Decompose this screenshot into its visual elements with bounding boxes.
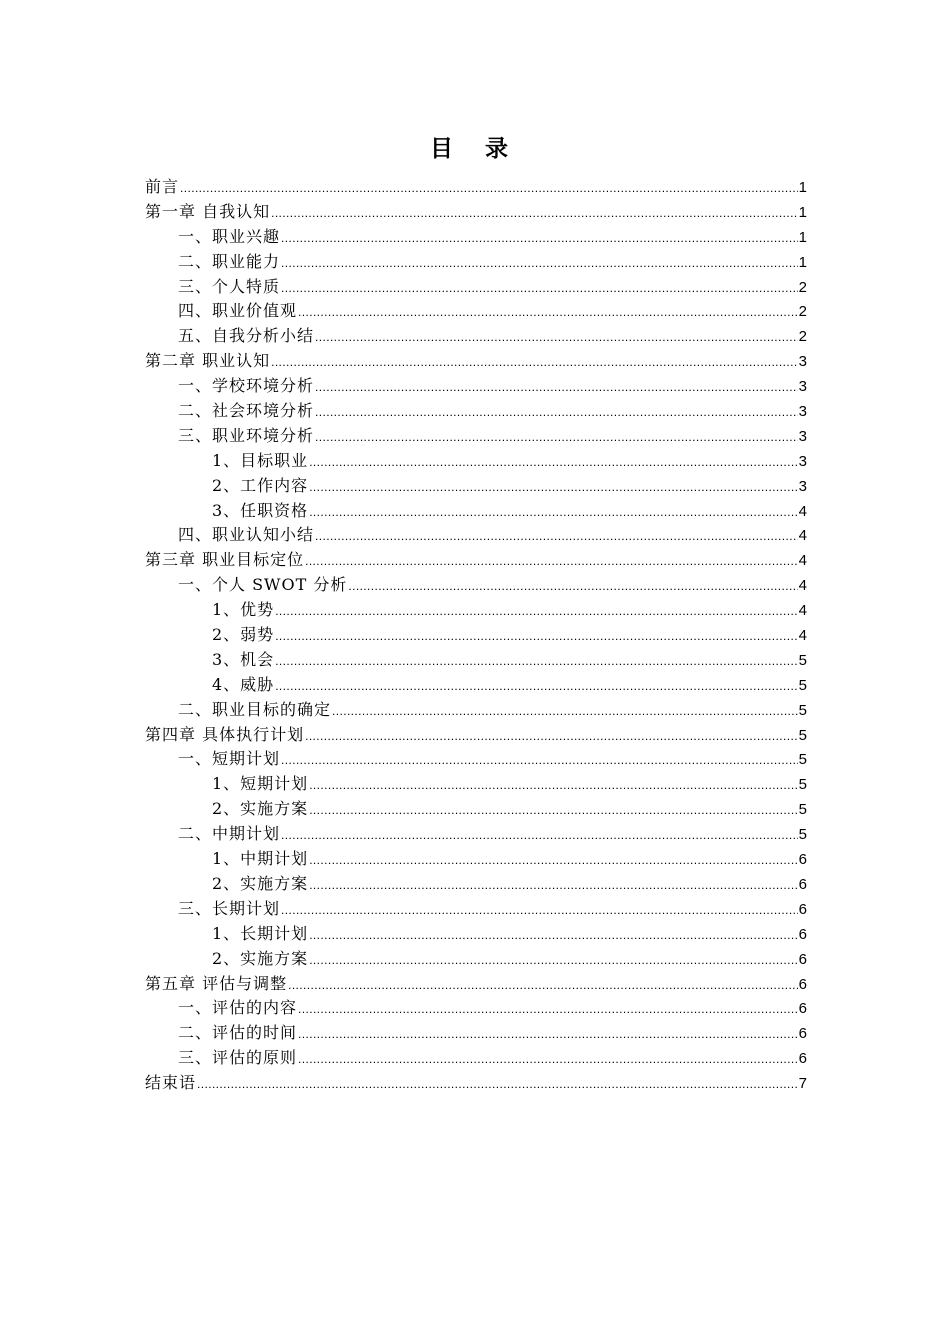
toc-dot-leader [180, 176, 798, 201]
toc-entry-label: 1、优势 [212, 600, 275, 620]
toc-entry[interactable] [145, 523, 807, 548]
toc-entry-page-number: 7 [798, 1075, 807, 1093]
toc-dot-leader [298, 997, 798, 1022]
toc-entry-label: 前言 [145, 177, 180, 196]
toc-entry-page-number: 5 [798, 776, 807, 794]
toc-entry-page-number: 1 [798, 228, 807, 246]
toc-entry-page-number: 3 [798, 378, 807, 396]
toc-entry[interactable] [145, 747, 807, 772]
toc-dot-leader [298, 1022, 798, 1047]
toc-entry-label: 二、社会环境分析 [178, 401, 315, 421]
toc-entry-page-number: 6 [798, 975, 807, 993]
toc-entry-label: 1、目标职业 [212, 450, 309, 470]
toc-entry-page-number: 4 [798, 627, 807, 645]
toc-entry-label: 第五章 评估与调整 [145, 973, 288, 993]
toc-entry[interactable] [145, 349, 807, 374]
toc-dot-leader [309, 848, 797, 873]
toc-entry[interactable] [145, 797, 807, 822]
toc-entry[interactable] [145, 449, 807, 474]
toc-entry-page-number: 2 [798, 303, 807, 321]
toc-dot-leader [197, 1072, 798, 1097]
toc-entry-page-number: 4 [798, 527, 807, 545]
toc-entry-label: 二、职业目标的确定 [178, 699, 332, 719]
toc-entry-label: 一、评估的内容 [178, 998, 298, 1018]
toc-entry[interactable] [145, 598, 807, 623]
toc-entry-label: 第四章 具体执行计划 [145, 724, 305, 744]
toc-dot-leader [281, 898, 798, 923]
toc-entry[interactable] [145, 922, 807, 947]
toc-dot-leader [281, 823, 798, 848]
toc-entry-page-number: 5 [798, 751, 807, 769]
toc-entry-page-number: 4 [798, 552, 807, 570]
toc-entry-label: 2、实施方案 [212, 873, 309, 893]
toc-entry-label: 一、个人 SWOT 分析 [178, 575, 348, 595]
toc-entry[interactable] [145, 972, 807, 997]
toc-entry-page-number: 6 [798, 1025, 807, 1043]
toc-dot-leader [298, 1047, 798, 1072]
toc-entry-page-number: 3 [798, 427, 807, 445]
toc-entry-page-number: 5 [798, 651, 807, 669]
toc-dot-leader [305, 549, 798, 574]
toc-entry-label: 三、个人特质 [178, 276, 281, 296]
toc-entry[interactable] [145, 847, 807, 872]
toc-entry[interactable] [145, 548, 807, 573]
toc-entry-label: 四、职业认知小结 [178, 525, 315, 545]
toc-entry[interactable] [145, 673, 807, 698]
toc-entry[interactable] [145, 200, 807, 225]
toc-dot-leader [315, 425, 798, 450]
toc-entry[interactable] [145, 299, 807, 324]
toc-dot-leader [288, 973, 798, 998]
toc-entry-page-number: 3 [798, 477, 807, 495]
toc-entry-page-number: 3 [798, 353, 807, 371]
toc-dot-leader [271, 201, 798, 226]
toc-entry-page-number: 4 [798, 502, 807, 520]
toc-dot-leader [309, 450, 797, 475]
toc-dot-leader [315, 325, 798, 350]
toc-entry-label: 一、学校环境分析 [178, 376, 315, 396]
toc-entry-label: 2、实施方案 [212, 948, 309, 968]
toc-entry-label: 四、职业价值观 [178, 301, 298, 321]
toc-entry[interactable] [145, 897, 807, 922]
toc-dot-leader [305, 724, 798, 749]
toc-title: 目 录 [429, 135, 520, 162]
toc-entry[interactable] [145, 499, 807, 524]
toc-dot-leader [309, 500, 797, 525]
toc-entry-label: 三、长期计划 [178, 898, 281, 918]
toc-entry[interactable] [145, 573, 807, 598]
toc-dot-leader [309, 798, 797, 823]
toc-entry-label: 1、短期计划 [212, 774, 309, 794]
toc-entry[interactable] [145, 822, 807, 847]
toc-entry-page-number: 2 [798, 278, 807, 296]
toc-dot-leader [348, 574, 797, 599]
toc-dot-leader [309, 475, 797, 500]
toc-entry-label: 2、弱势 [212, 625, 275, 645]
toc-entry[interactable] [145, 772, 807, 797]
toc-entry[interactable] [145, 275, 807, 300]
toc-entry-label: 第二章 职业认知 [145, 351, 271, 371]
toc-entry-label: 1、长期计划 [212, 923, 309, 943]
toc-entry-page-number: 2 [798, 328, 807, 346]
toc-entry-label: 3、机会 [212, 649, 275, 669]
toc-entry-label: 4、威胁 [212, 674, 275, 694]
toc-entry-page-number: 1 [798, 253, 807, 271]
toc-entry-page-number: 1 [798, 203, 807, 221]
toc-dot-leader [281, 251, 798, 276]
toc-entry[interactable] [145, 872, 807, 897]
toc-entry[interactable] [145, 225, 807, 250]
toc-dot-leader [281, 748, 798, 773]
toc-entry-label: 五、自我分析小结 [178, 326, 315, 346]
toc-entry-page-number: 6 [798, 875, 807, 893]
toc-entry-label: 二、职业能力 [178, 251, 281, 271]
toc-entry[interactable] [145, 1021, 807, 1046]
toc-dot-leader [281, 226, 798, 251]
toc-dot-leader [332, 699, 798, 724]
toc-dot-leader [281, 276, 798, 301]
toc-dot-leader [271, 350, 798, 375]
toc-entry[interactable] [145, 324, 807, 349]
toc-dot-leader [298, 300, 798, 325]
toc-dot-leader [309, 923, 797, 948]
toc-entry-label: 2、实施方案 [212, 799, 309, 819]
toc-entry-page-number: 1 [798, 179, 807, 196]
toc-entry-page-number: 5 [798, 726, 807, 744]
toc-entry[interactable] [145, 698, 807, 723]
toc-dot-leader [309, 773, 797, 798]
toc-entry-label: 三、评估的原则 [178, 1048, 298, 1068]
toc-entry[interactable] [145, 1071, 807, 1096]
toc-entry-label: 一、职业兴趣 [178, 226, 281, 246]
toc-entry-label: 1、中期计划 [212, 849, 309, 869]
toc-dot-leader [315, 400, 798, 425]
toc-entry[interactable] [145, 175, 807, 200]
toc-entry-label: 三、职业环境分析 [178, 425, 315, 445]
toc-entry[interactable] [145, 723, 807, 748]
toc-entry-page-number: 6 [798, 950, 807, 968]
toc-entry-label: 结束语 [145, 1073, 197, 1093]
toc-entry-page-number: 6 [798, 925, 807, 943]
toc-list [145, 175, 807, 1096]
toc-entry[interactable] [145, 374, 807, 399]
toc-entry-label: 二、中期计划 [178, 824, 281, 844]
toc-entry-page-number: 5 [798, 801, 807, 819]
toc-entry[interactable] [145, 648, 807, 673]
toc-dot-leader [275, 674, 797, 699]
toc-entry[interactable] [145, 474, 807, 499]
toc-entry[interactable] [145, 996, 807, 1021]
toc-dot-leader [275, 624, 797, 649]
toc-entry-page-number: 6 [798, 851, 807, 869]
toc-entry-page-number: 5 [798, 676, 807, 694]
toc-entry[interactable] [145, 1046, 807, 1071]
toc-entry-page-number: 6 [798, 1050, 807, 1068]
toc-entry-page-number: 5 [798, 701, 807, 719]
toc-entry-page-number: 3 [798, 452, 807, 470]
toc-dot-leader [309, 873, 797, 898]
toc-entry-page-number: 4 [798, 602, 807, 620]
toc-entry-page-number: 6 [798, 1000, 807, 1018]
toc-entry[interactable] [145, 399, 807, 424]
toc-dot-leader [315, 375, 798, 400]
toc-entry-label: 3、任职资格 [212, 500, 309, 520]
toc-entry-label: 2、工作内容 [212, 475, 309, 495]
toc-entry[interactable] [145, 424, 807, 449]
toc-entry-page-number: 6 [798, 900, 807, 918]
toc-entry-page-number: 5 [798, 826, 807, 844]
toc-entry-label: 一、短期计划 [178, 749, 281, 769]
toc-entry[interactable] [145, 250, 807, 275]
toc-entry-page-number: 4 [798, 577, 807, 595]
toc-entry[interactable] [145, 623, 807, 648]
toc-entry-label: 二、评估的时间 [178, 1023, 298, 1043]
toc-dot-leader [315, 524, 798, 549]
toc-dot-leader [309, 948, 797, 973]
toc-entry-label: 第三章 职业目标定位 [145, 550, 305, 570]
toc-entry-label: 第一章 自我认知 [145, 201, 271, 221]
toc-dot-leader [275, 649, 797, 674]
toc-entry[interactable] [145, 947, 807, 972]
toc-entry-page-number: 3 [798, 403, 807, 421]
toc-dot-leader [275, 599, 797, 624]
